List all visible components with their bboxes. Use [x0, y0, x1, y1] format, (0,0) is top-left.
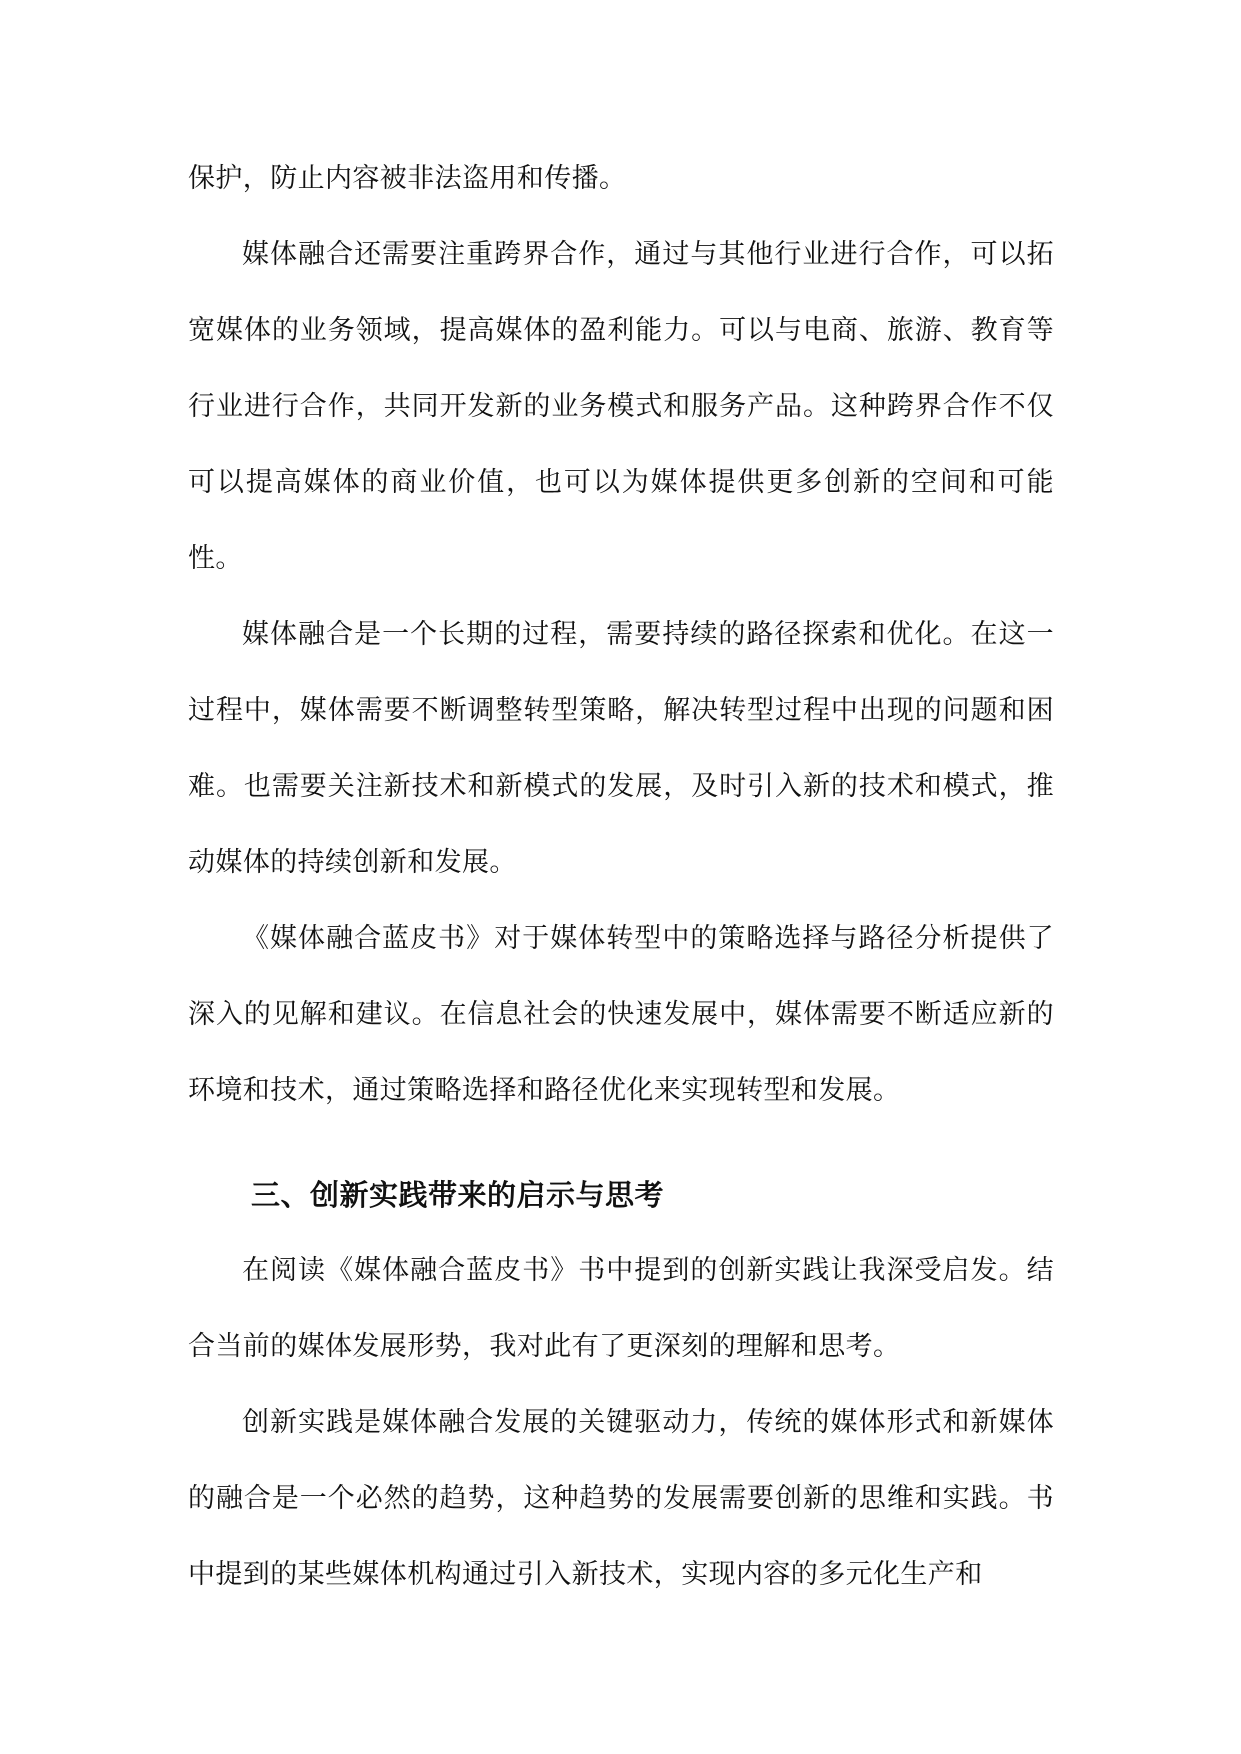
paragraph-reading-inspiration: 在阅读《媒体融合蓝皮书》书中提到的创新实践让我深受启发。结合当前的媒体发展形势，我对此有了更深刻的理解和思考。 — [188, 1255, 1054, 1362]
paragraph-cross-industry: 媒体融合还需要注重跨界合作，通过与其他行业进行合作，可以拓宽媒体的业务领域，提高媒体的盈利能力。可以与电商、旅游、教育等行业进行合作，共同开发新的业务模式和服务产品。这种跨界合作不仅可以提高媒体的商业价值，也可以为媒体提供更多创新的空间和可能性。 — [188, 239, 1054, 574]
paragraph-innovation-driver: 创新实践是媒体融合发展的关键驱动力，传统的媒体形式和新媒体的融合是一个必然的趋势，这种趋势的发展需要创新的思维和实践。书中提到的某些媒体机构通过引入新技术，实现内容的多元化生产和 — [188, 1407, 1054, 1590]
document-body — [188, 141, 1054, 1613]
section-heading: 三、创新实践带来的启示与思考 — [251, 1178, 665, 1212]
paragraph-bluebook-summary: 《媒体融合蓝皮书》对于媒体转型中的策略选择与路径分析提供了深入的见解和建议。在信息社会的快速发展中，媒体需要不断适应新的环境和技术，通过策略选择和路径优化来实现转型和发展。 — [188, 923, 1054, 1106]
paragraph-long-term-process: 媒体融合是一个长期的过程，需要持续的路径探索和优化。在这一过程中，媒体需要不断调整转型策略，解决转型过程中出现的问题和困难。也需要关注新技术和新模式的发展，及时引入新的技术和模式，推动媒体的持续创新和发展。 — [188, 619, 1054, 878]
paragraph-continuation: 保护，防止内容被非法盗用和传播。 — [188, 163, 627, 194]
